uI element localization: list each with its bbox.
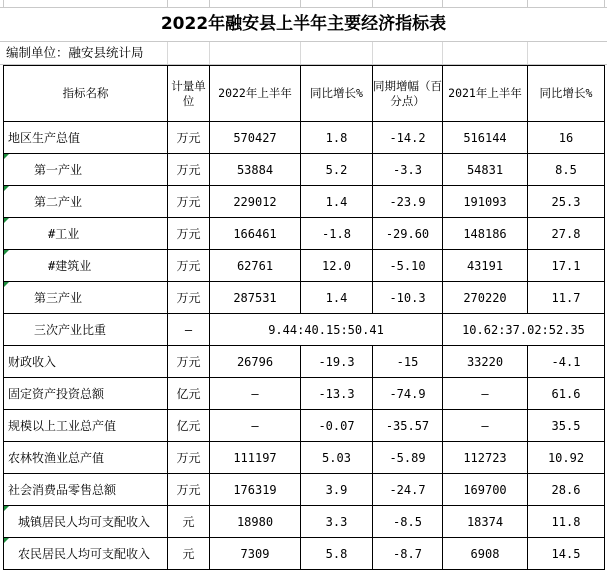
table-row bbox=[4, 378, 605, 410]
value-2021-text: 33220 bbox=[466, 354, 504, 369]
growth-2022-cell[interactable] bbox=[301, 442, 373, 474]
sheet-title[interactable]: 2022年融安县上半年主要经济指标表 bbox=[0, 7, 607, 42]
growth-2021-cell[interactable] bbox=[528, 282, 605, 314]
value-2021-text: 6908 bbox=[470, 546, 500, 561]
growth-2022-text: 5.2 bbox=[325, 162, 348, 177]
header-cell[interactable]: 2021年上半年 bbox=[443, 66, 528, 122]
table-row bbox=[4, 474, 605, 506]
growth-2021-text: 35.5 bbox=[551, 418, 581, 433]
growth-delta-cell[interactable] bbox=[373, 250, 443, 282]
growth-2021-cell[interactable] bbox=[528, 122, 605, 154]
growth-2021-cell[interactable] bbox=[528, 250, 605, 282]
growth-2021-cell[interactable] bbox=[528, 218, 605, 250]
growth-2022-text: 5.8 bbox=[325, 546, 348, 561]
growth-2022-cell[interactable] bbox=[301, 282, 373, 314]
table-row bbox=[4, 538, 605, 570]
unit-cell[interactable] bbox=[168, 186, 210, 218]
value-2021-text: 112723 bbox=[463, 450, 507, 465]
value-2022-cell[interactable] bbox=[210, 442, 301, 474]
growth-delta-text: -23.9 bbox=[389, 194, 426, 209]
growth-2022-text: -0.07 bbox=[318, 418, 355, 433]
value-2021-text: 43191 bbox=[466, 258, 504, 273]
value-2022-cell[interactable] bbox=[210, 474, 301, 506]
growth-delta-text: -74.9 bbox=[389, 386, 426, 401]
table-row bbox=[4, 218, 605, 250]
value-2021-text: — bbox=[481, 386, 489, 401]
value-2021-cell[interactable] bbox=[443, 410, 528, 442]
unit-cell[interactable] bbox=[168, 154, 210, 186]
growth-2021-text: 17.1 bbox=[551, 258, 581, 273]
unit-cell[interactable] bbox=[168, 250, 210, 282]
growth-2022-text: -13.3 bbox=[318, 386, 355, 401]
ratio-2022-text: 9.44:40.15:50.41 bbox=[268, 322, 384, 337]
growth-delta-cell[interactable] bbox=[373, 410, 443, 442]
error-indicator-icon bbox=[4, 186, 9, 191]
unit-text: 万元 bbox=[176, 163, 201, 177]
indicator-name-cell[interactable] bbox=[4, 154, 168, 186]
indicator-name-cell[interactable] bbox=[4, 410, 168, 442]
indicator-name-text: 农林牧渔业总产值 bbox=[8, 451, 105, 465]
value-2022-cell[interactable] bbox=[210, 538, 301, 570]
value-2021-cell[interactable] bbox=[443, 122, 528, 154]
growth-2021-text: 11.7 bbox=[551, 290, 581, 305]
value-2021-cell[interactable] bbox=[443, 186, 528, 218]
growth-delta-cell[interactable] bbox=[373, 218, 443, 250]
growth-2022-text: 5.03 bbox=[322, 450, 351, 465]
value-2022-cell[interactable] bbox=[210, 506, 301, 538]
growth-2022-cell[interactable] bbox=[301, 474, 373, 506]
error-indicator-icon bbox=[4, 218, 9, 223]
indicator-name-text: #建筑业 bbox=[48, 259, 92, 273]
value-2021-cell[interactable] bbox=[443, 442, 528, 474]
indicator-name-text: 地区生产总值 bbox=[8, 131, 81, 145]
value-2022-text: 570427 bbox=[233, 130, 277, 145]
growth-2021-text: 27.8 bbox=[551, 226, 581, 241]
unit-cell[interactable] bbox=[168, 378, 210, 410]
growth-2022-text: -1.8 bbox=[322, 226, 351, 241]
table-row bbox=[4, 346, 605, 378]
unit-cell[interactable] bbox=[168, 282, 210, 314]
ratio-2021-text: 10.62:37.02:52.35 bbox=[462, 322, 585, 337]
growth-2021-text: 10.92 bbox=[547, 450, 585, 465]
growth-delta-text: -35.57 bbox=[385, 418, 430, 433]
indicator-name-cell[interactable] bbox=[4, 442, 168, 474]
indicator-name-cell[interactable] bbox=[4, 282, 168, 314]
growth-2021-text: 8.5 bbox=[555, 162, 577, 177]
indicator-name-cell[interactable] bbox=[4, 122, 168, 154]
growth-delta-cell[interactable] bbox=[373, 378, 443, 410]
error-indicator-icon bbox=[4, 538, 9, 543]
value-2021-cell[interactable] bbox=[443, 378, 528, 410]
value-2022-text: 229012 bbox=[233, 194, 277, 209]
value-2021-text: 169700 bbox=[463, 482, 507, 497]
growth-delta-text: -8.5 bbox=[393, 514, 422, 529]
value-2021-cell[interactable] bbox=[443, 218, 528, 250]
growth-2021-cell[interactable] bbox=[528, 378, 605, 410]
value-2022-cell[interactable] bbox=[210, 122, 301, 154]
growth-2021-text: 16 bbox=[558, 130, 574, 145]
table-row bbox=[4, 506, 605, 538]
indicator-name-cell[interactable] bbox=[4, 314, 168, 346]
growth-delta-text: -29.60 bbox=[385, 226, 430, 241]
table-row bbox=[4, 154, 605, 186]
growth-delta-text: -24.7 bbox=[389, 482, 426, 497]
unit-cell[interactable] bbox=[168, 506, 210, 538]
value-2022-text: 7309 bbox=[240, 546, 270, 561]
unit-text: 万元 bbox=[176, 483, 201, 497]
unit-text: 万元 bbox=[176, 195, 201, 209]
growth-2021-text: 14.5 bbox=[551, 546, 581, 561]
growth-2022-text: 1.4 bbox=[325, 290, 348, 305]
growth-2021-cell[interactable] bbox=[528, 154, 605, 186]
growth-delta-cell[interactable] bbox=[373, 282, 443, 314]
header-cell[interactable]: 同比增长% bbox=[301, 66, 373, 122]
growth-delta-text: -15 bbox=[396, 354, 419, 369]
indicator-name-cell[interactable] bbox=[4, 474, 168, 506]
growth-2021-text: 28.6 bbox=[551, 482, 581, 497]
growth-2021-cell[interactable] bbox=[528, 410, 605, 442]
value-2022-text: 166461 bbox=[233, 226, 277, 241]
value-2021-cell[interactable] bbox=[443, 282, 528, 314]
value-2021-text: 270220 bbox=[463, 290, 507, 305]
value-2022-text: 176319 bbox=[233, 482, 277, 497]
growth-2021-cell[interactable] bbox=[528, 506, 605, 538]
growth-delta-cell[interactable] bbox=[373, 122, 443, 154]
indicator-name-text: 城镇居民人均可支配收入 bbox=[18, 515, 151, 529]
unit-text: 万元 bbox=[176, 259, 201, 273]
growth-2021-text: 11.8 bbox=[551, 514, 581, 529]
growth-2022-cell[interactable] bbox=[301, 506, 373, 538]
unit-cell[interactable] bbox=[168, 218, 210, 250]
indicator-name-cell[interactable] bbox=[4, 506, 168, 538]
growth-2022-cell[interactable] bbox=[301, 378, 373, 410]
unit-text: 万元 bbox=[176, 131, 201, 145]
value-2022-text: 111197 bbox=[233, 450, 277, 465]
growth-delta-cell[interactable] bbox=[373, 154, 443, 186]
compiler-unit[interactable]: 编制单位：融安县统计局 bbox=[6, 45, 144, 60]
value-2021-text: 191093 bbox=[463, 194, 507, 209]
unit-text: 元 bbox=[182, 515, 195, 529]
growth-delta-cell[interactable] bbox=[373, 442, 443, 474]
ratio-2021-cell[interactable] bbox=[443, 314, 605, 346]
unit-text: 亿元 bbox=[176, 387, 201, 401]
value-2022-cell[interactable] bbox=[210, 378, 301, 410]
growth-2022-text: -19.3 bbox=[318, 354, 355, 369]
value-2021-cell[interactable] bbox=[443, 538, 528, 570]
value-2021-cell[interactable] bbox=[443, 346, 528, 378]
growth-2022-cell[interactable] bbox=[301, 122, 373, 154]
growth-2022-cell[interactable] bbox=[301, 346, 373, 378]
header-cell[interactable]: 同比增长% bbox=[528, 66, 605, 122]
value-2022-cell[interactable] bbox=[210, 154, 301, 186]
value-2022-cell[interactable] bbox=[210, 346, 301, 378]
growth-2022-cell[interactable] bbox=[301, 538, 373, 570]
header-cell[interactable]: 同期增幅（百分点） bbox=[373, 66, 443, 122]
growth-2022-cell[interactable] bbox=[301, 250, 373, 282]
value-2021-text: — bbox=[481, 418, 489, 433]
growth-delta-cell[interactable] bbox=[373, 506, 443, 538]
value-2022-text: 53884 bbox=[236, 162, 274, 177]
value-2021-text: 148186 bbox=[463, 226, 507, 241]
growth-2022-text: 1.8 bbox=[325, 130, 348, 145]
indicator-name-text: 第三产业 bbox=[34, 291, 83, 305]
growth-2021-text: 25.3 bbox=[551, 194, 581, 209]
indicator-name-text: 固定资产投资总额 bbox=[8, 387, 105, 401]
header-cell[interactable]: 2022年上半年 bbox=[210, 66, 301, 122]
header-row bbox=[4, 66, 605, 122]
error-indicator-icon bbox=[4, 250, 9, 255]
growth-delta-text: -14.2 bbox=[389, 130, 426, 145]
growth-2022-cell[interactable] bbox=[301, 154, 373, 186]
value-2022-cell[interactable] bbox=[210, 186, 301, 218]
value-2021-cell[interactable] bbox=[443, 250, 528, 282]
table-row bbox=[4, 282, 605, 314]
unit-cell[interactable] bbox=[168, 122, 210, 154]
growth-2021-cell[interactable] bbox=[528, 346, 605, 378]
unit-cell[interactable] bbox=[168, 346, 210, 378]
value-2022-text: 18980 bbox=[236, 514, 274, 529]
indicator-name-cell[interactable] bbox=[4, 538, 168, 570]
indicator-table bbox=[3, 65, 605, 570]
growth-2022-text: 3.3 bbox=[325, 514, 348, 529]
unit-text: 万元 bbox=[176, 355, 201, 369]
value-2021-text: 516144 bbox=[463, 130, 507, 145]
value-2021-text: 18374 bbox=[466, 514, 504, 529]
value-2021-cell[interactable] bbox=[443, 506, 528, 538]
unit-cell[interactable] bbox=[168, 410, 210, 442]
table-row bbox=[4, 250, 605, 282]
header-cell[interactable]: 计量单位 bbox=[168, 66, 210, 122]
table-row bbox=[4, 122, 605, 154]
unit-text: 亿元 bbox=[176, 419, 201, 433]
growth-2021-text: -4.1 bbox=[551, 354, 581, 369]
value-2021-text: 54831 bbox=[466, 162, 504, 177]
unit-cell[interactable] bbox=[168, 442, 210, 474]
header-cell[interactable]: 指标名称 bbox=[4, 66, 168, 122]
growth-delta-text: -5.10 bbox=[389, 258, 426, 273]
value-2021-cell[interactable] bbox=[443, 474, 528, 506]
value-2022-cell[interactable] bbox=[210, 282, 301, 314]
unit-text: 万元 bbox=[176, 451, 201, 465]
table-row bbox=[4, 186, 605, 218]
growth-2022-text: 1.4 bbox=[325, 194, 348, 209]
indicator-name-text: 三次产业比重 bbox=[34, 323, 107, 337]
growth-2022-cell[interactable] bbox=[301, 186, 373, 218]
value-2022-text: — bbox=[251, 418, 259, 433]
growth-delta-cell[interactable] bbox=[373, 186, 443, 218]
table-row bbox=[4, 410, 605, 442]
growth-2021-text: 61.6 bbox=[551, 386, 581, 401]
growth-delta-text: -8.7 bbox=[393, 546, 422, 561]
indicator-name-text: 第二产业 bbox=[34, 195, 83, 209]
unit-cell[interactable] bbox=[168, 474, 210, 506]
growth-delta-text: -10.3 bbox=[389, 290, 426, 305]
indicator-name-text: #工业 bbox=[48, 227, 80, 241]
indicator-name-text: 农民居民人均可支配收入 bbox=[18, 547, 151, 561]
value-2022-cell[interactable] bbox=[210, 250, 301, 282]
growth-delta-text: -3.3 bbox=[393, 162, 422, 177]
indicator-name-cell[interactable] bbox=[4, 250, 168, 282]
error-indicator-icon bbox=[4, 282, 9, 287]
growth-2021-cell[interactable] bbox=[528, 186, 605, 218]
table-row bbox=[4, 442, 605, 474]
unit-text: — bbox=[184, 322, 193, 337]
value-2022-cell[interactable] bbox=[210, 410, 301, 442]
unit-text: 万元 bbox=[176, 227, 201, 241]
value-2021-cell[interactable] bbox=[443, 154, 528, 186]
indicator-name-text: 规模以上工业总产值 bbox=[8, 419, 117, 433]
value-2022-text: 287531 bbox=[233, 290, 277, 305]
unit-text: 元 bbox=[182, 547, 195, 561]
growth-2022-text: 3.9 bbox=[325, 482, 348, 497]
indicator-name-text: 第一产业 bbox=[34, 163, 83, 177]
unit-cell[interactable] bbox=[168, 538, 210, 570]
indicator-name-text: 财政收入 bbox=[8, 355, 57, 369]
growth-delta-cell[interactable] bbox=[373, 346, 443, 378]
growth-2022-text: 12.0 bbox=[322, 258, 351, 273]
growth-2021-cell[interactable] bbox=[528, 474, 605, 506]
growth-2022-cell[interactable] bbox=[301, 218, 373, 250]
growth-2021-cell[interactable] bbox=[528, 442, 605, 474]
growth-delta-text: -5.89 bbox=[389, 450, 426, 465]
indicator-name-cell[interactable] bbox=[4, 378, 168, 410]
error-indicator-icon bbox=[4, 506, 9, 511]
unit-text: 万元 bbox=[176, 291, 201, 305]
indicator-name-text: 社会消费品零售总额 bbox=[8, 483, 117, 497]
error-indicator-icon bbox=[4, 154, 9, 159]
value-2022-text: — bbox=[251, 386, 259, 401]
value-2022-cell[interactable] bbox=[210, 218, 301, 250]
value-2022-text: 26796 bbox=[236, 354, 274, 369]
growth-delta-cell[interactable] bbox=[373, 474, 443, 506]
ratio-2022-cell[interactable] bbox=[210, 314, 443, 346]
unit-cell[interactable] bbox=[168, 314, 210, 346]
table-row-ratio bbox=[4, 314, 605, 346]
indicator-name-cell[interactable] bbox=[4, 218, 168, 250]
indicator-name-cell[interactable] bbox=[4, 186, 168, 218]
value-2022-text: 62761 bbox=[236, 258, 274, 273]
growth-delta-cell[interactable] bbox=[373, 538, 443, 570]
growth-2021-cell[interactable] bbox=[528, 538, 605, 570]
growth-2022-cell[interactable] bbox=[301, 410, 373, 442]
indicator-name-cell[interactable] bbox=[4, 346, 168, 378]
